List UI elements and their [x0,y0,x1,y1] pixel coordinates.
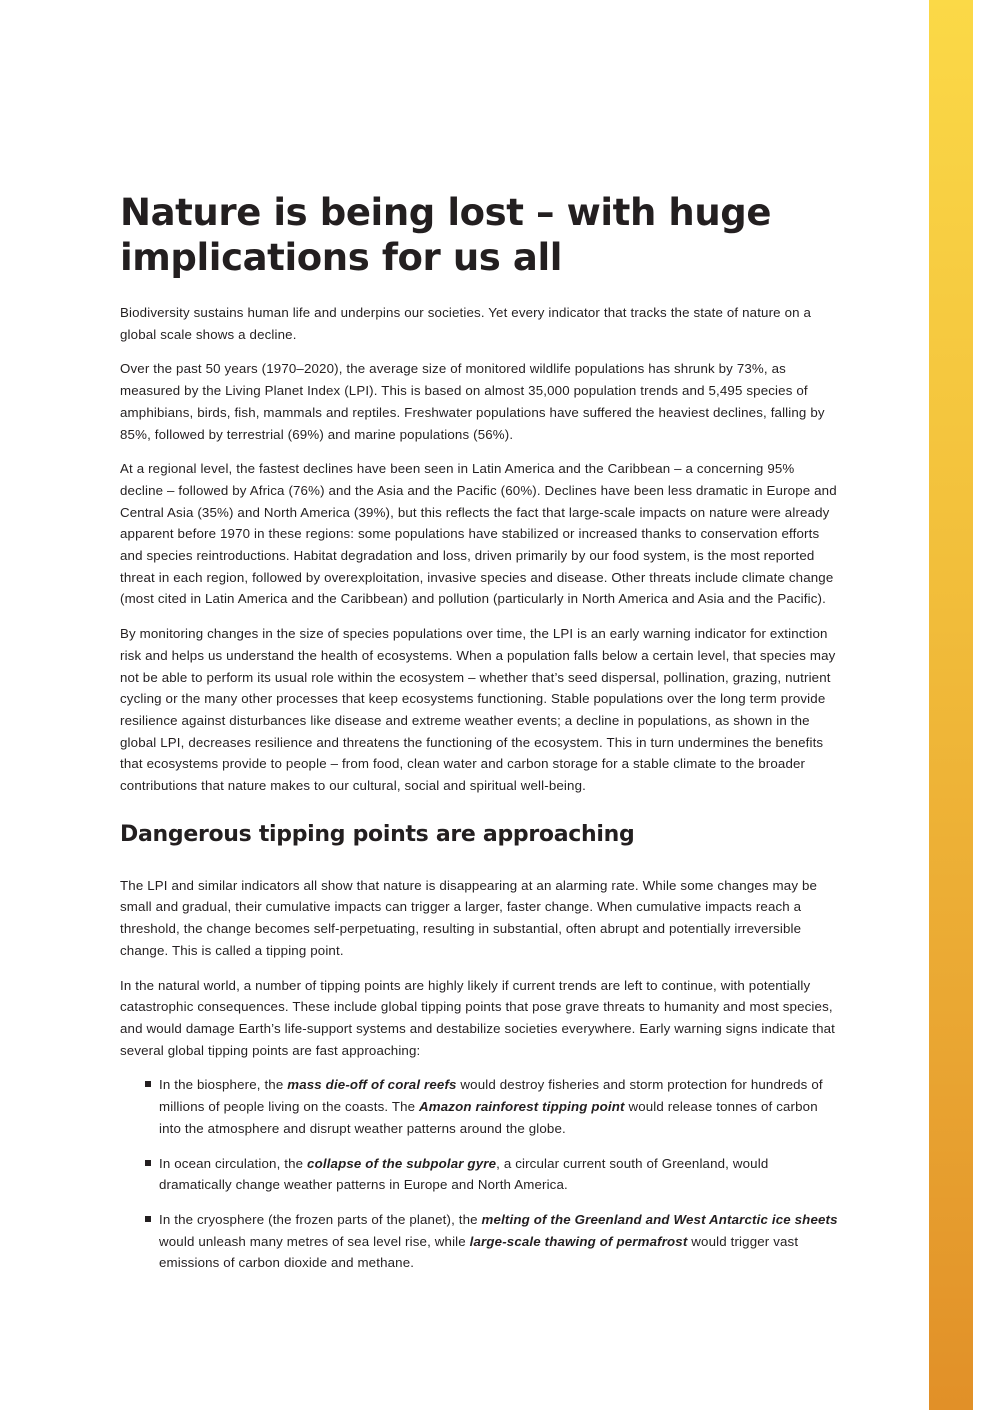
bullet-text: , a circular current south of Greenland, would dramatically change weather patterns in Europe and North America. [159,1155,769,1193]
bullet-emphasis: large-scale thawing of permafrost [469,1233,688,1249]
square-bullet-icon [145,1216,151,1222]
section-heading: Dangerous tipping points are approaching [120,821,635,847]
bullet-text: would trigger vast emissions of carbon dioxide and methane. [159,1233,799,1271]
bullet-text: In the biosphere, the [159,1077,288,1093]
paragraph: In the natural world, a number of tipping points are highly likely if current trends are left to continue, with potentially catastrophic consequences. These include global tipping points that pose grave threats to humanity and most species, and would damage Earth’s life-support systems and destabilize societies everywhere. Early warning signs indicate that several global tipping points are fast approaching: [120,977,836,1058]
accent-sidebar [929,0,973,1410]
list-item [120,1074,840,1139]
square-bullet-icon [145,1160,151,1166]
article [120,190,840,1287]
bullet-text: In the cryosphere (the frozen parts of the planet), the [159,1211,482,1227]
bullet-emphasis: Amazon rainforest tipping point [419,1099,625,1115]
square-bullet-icon [145,1081,151,1087]
paragraph: Over the past 50 years (1970–2020), the average size of monitored wildlife populations has shrunk by 73%, as measured by the Living Planet Index (LPI). This is based on almost 35,000 population trends and 5,495 species of amphibians, birds, fish, mammals and reptiles. Freshwater populations have suffered the heaviest declines, falling by 85%, followed by terrestrial (69%) and marine populations (56%). [120,361,825,442]
page-title: Nature is being lost – with huge implications for us all [120,191,772,279]
paragraph: At a regional level, the fastest declines have been seen in Latin America and the Caribbean – a concerning 95% decline – followed by Africa (76%) and the Asia and the Pacific (60%). Declines have been less dramatic in Europe and Central Asia (35%) and North America (39%), but this reflects the fact that large-scale impacts on nature were already apparent before 1970 in these regions: some populations have stabilized or increased thanks to conservation efforts and species reintroductions. Habitat degradation and loss, driven primarily by our food system, is the most reported threat in each region, followed by overexploitation, invasive species and disease. Other threats include climate change (most cited in Latin America and the Caribbean) and pollution (particularly in North America and Asia and the Pacific). [120,461,837,607]
list-item [120,1209,840,1274]
paragraph: By monitoring changes in the size of species populations over time, the LPI is an early warning indicator for extinction risk and helps us understand the health of ecosystems. When a population falls below a certain level, that species may not be able to perform its usual role within the ecosystem – whether that’s seed dispersal, pollination, grazing, nutrient cycling or the many other processes that keep ecosystems functioning. Stable populations over the long term provide resilience against disturbances like disease and extreme weather events; a decline in populations, as shown in the global LPI, decreases resilience and threatens the functioning of the ecosystem. This in turn undermines the benefits that ecosystems provide to people – from food, clean water and carbon storage for a stable climate to the broader contributions that nature makes to our cultural, social and spiritual well-being. [120,626,836,794]
bullet-emphasis: collapse of the subpolar gyre [307,1155,497,1171]
paragraph: The LPI and similar indicators all show that nature is disappearing at an alarming rate. While some changes may be small and gradual, their cumulative impacts can trigger a larger, faster change. When cumulative impacts reach a threshold, the change becomes self-perpetuating, resulting in substantial, often abrupt and potentially irreversible change. This is called a tipping point. [120,877,818,958]
bullet-text: would unleash many metres of sea level rise, while [159,1233,470,1249]
tipping-points-list [120,1074,840,1274]
bullet-text: In ocean circulation, the [159,1155,308,1171]
list-item [120,1153,840,1196]
bullet-emphasis: mass die-off of coral reefs [287,1077,457,1093]
bullet-text: would destroy fisheries and storm protection for hundreds of millions of people living on the coasts. The [159,1077,823,1115]
paragraph: Biodiversity sustains human life and underpins our societies. Yet every indicator that tracks the state of nature on a global scale shows a decline. [120,305,812,342]
bullet-emphasis: melting of the Greenland and West Antarctic ice sheets [481,1211,838,1227]
bullet-text: would release tonnes of carbon into the atmosphere and disrupt weather patterns around the globe. [159,1099,818,1136]
